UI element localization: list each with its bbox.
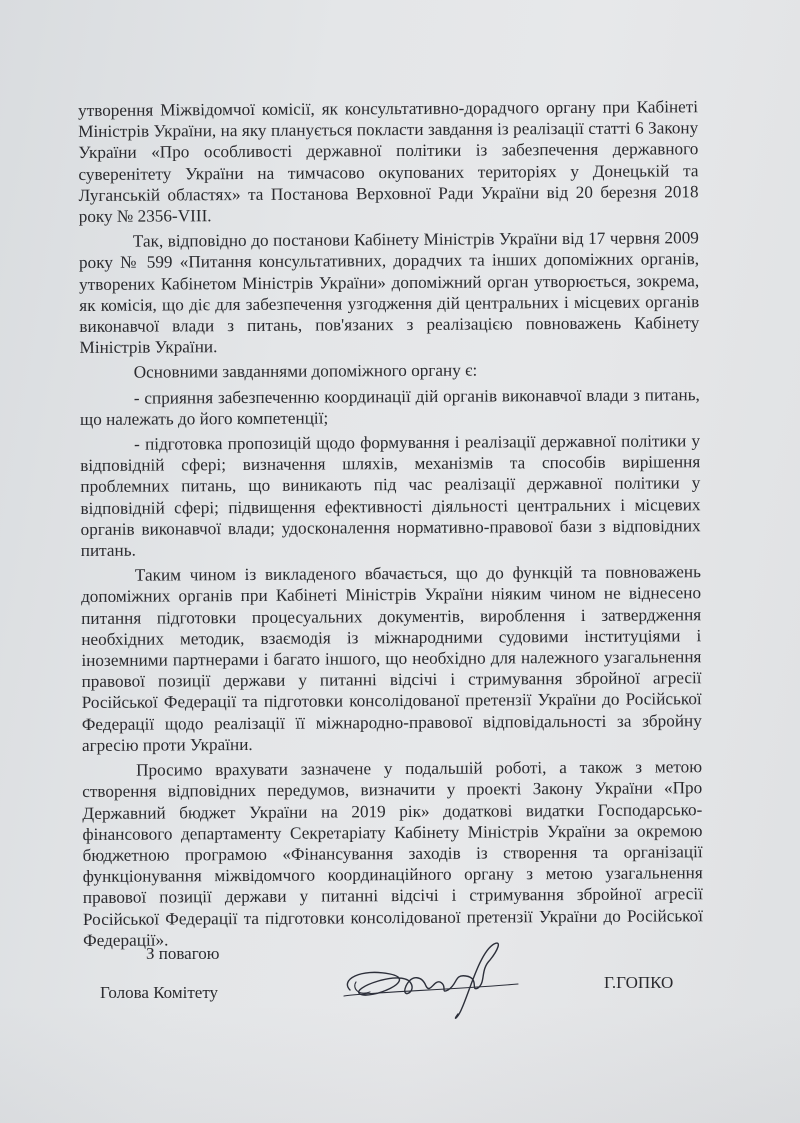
paper-shadow bbox=[0, 1003, 800, 1123]
list-item-proposals: - підготовка пропозицій щодо формування і реалізації державної політики у відповідній сфері; визначення шляхів, механізмів та способів вирішення проблемних питань, що виникають під час реалізації державної політики у відповідній сфері; підвищення ефективності діяльності центральних і місцевих органів виконавчої влади; удосконалення нормативно-правової бази з відповідних питань. bbox=[80, 431, 701, 561]
signer-name: Г.ГОПКО bbox=[604, 973, 674, 992]
list-item-coordination: - сприяння забезпеченню координації дій органів виконавчої влади з питань, що належать до його компетенції; bbox=[79, 384, 700, 429]
paragraph-conclusion: Таким чином із викладеного вбачається, що до функцій та повноважень допоміжних органів при Кабінеті Міністрів України ніяким чином не віднесено питання підготовки процесуальних документів, вироблення і затвердження необхідних методик, взаємодія із міжнародними судовими інституціями і іноземними партнерами і багато іншого, що необхідно для належного узагальнення правової позиції держави у питанні відсічі і стримування збройної агресії Російської Федерації та підготовки консолідованої претензії України до Російської Федерації щодо реалізації її міжнародно-правової відповідальності за збройну агресію проти України. bbox=[80, 562, 702, 755]
paragraph-resolution: Так, відповідно до постанови Кабінету Міністрів України від 17 червня 2009 року № 599 «Питання консультативних, дорадчих та інших допоміжних органів, утворених Кабінетом Міністрів України» допоміжний орган утворюється, зокрема, як комісія, що діє для забезпечення узгодження дій центральних і місцевих органів виконавчої влади з питань, пов'язаних з реалізацією повноважень Кабінету Міністрів України. bbox=[78, 228, 700, 358]
closing-phrase: З повагою bbox=[146, 944, 220, 963]
letter-body bbox=[78, 96, 703, 955]
paragraph-request: Просимо врахувати зазначене у подальшій роботі, а також з метою створення відповідних передумов, визначити у проекті Закону України «Про Державний бюджет України на 2019 рік» додаткові видатки Господарсько-фінансового департаменту Секретаріату Кабінету Міністрів України за окремою бюджетною програмою «Фінансування заходів із створення та організації функціонування міжвідомчого координаційного органу з метою узагальнення правової позиції держави у питанні відсічі і стримування збройної агресії Російської Федерації та підготовки консолідованої претензії України до Російської Федерації». bbox=[82, 757, 704, 950]
paragraph-tasks-heading: Основними завданнями допоміжного органу є: bbox=[133, 361, 478, 383]
paragraph-intro: утворення Міжвідомчої комісії, як консультативно-дорадчого органу при Кабінеті Міністрів України, на яку планується покласти завдання із реалізації статті 6 Закону України «Про особливості державної політики із забезпечення державного суверенітету України на тимчасово окупованих територіях у Донецькій та Луганській областях» та Постанова Верховної Ради України від 20 березня 2018 року № 2356-VIII. bbox=[78, 97, 699, 227]
signer-position: Голова Комітету bbox=[100, 983, 219, 1002]
